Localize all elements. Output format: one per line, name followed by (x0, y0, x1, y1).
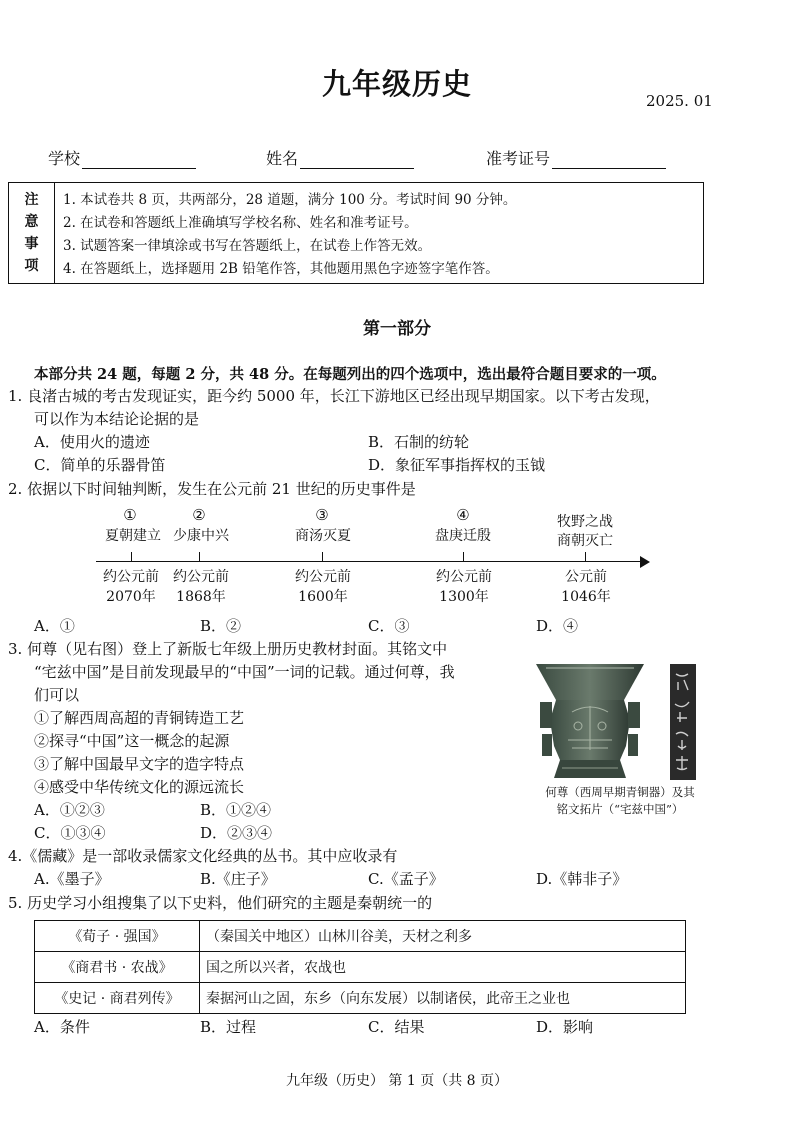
q3-stem-line3: 们可以 (34, 686, 80, 704)
timeline-year: 1046年 (561, 589, 611, 605)
q3-item: ③了解中国最早文字的造字特点 (34, 755, 245, 773)
timeline-tick (131, 552, 132, 561)
q1-option-b: B．石制的纺轮 (368, 433, 470, 451)
he-zun-caption (520, 784, 720, 818)
q1-option-d: D．象征军事指挥权的玉钺 (368, 456, 546, 474)
table-row (35, 983, 686, 1014)
q5-option-d: D．影响 (536, 1018, 594, 1036)
part-title: 第一部分 (363, 319, 431, 339)
q2-option-b: B．② (200, 617, 242, 635)
school-field (48, 146, 196, 169)
timeline-tick (199, 552, 200, 561)
name-label: 姓名 (266, 149, 299, 168)
notice-label (9, 183, 55, 283)
q4-option-a: A.《墨子》 (34, 870, 110, 888)
q3-stem-line1: 3. 何尊（见右图）登上了新版七年级上册历史教材封面。其铭文中 (8, 640, 448, 658)
q4-option-d: D.《韩非子》 (536, 870, 628, 888)
exam-date: 2025. 01 (646, 92, 713, 110)
part-instruction: 本部分共 24 题，每题 2 分，共 48 分。在每题列出的四个选项中，选出最符合题目要求的一项。 (34, 366, 666, 383)
q5-source-table (34, 920, 686, 1014)
timeline-year: 1600年 (298, 589, 348, 605)
q3-item: ④感受中华传统文化的源远流长 (34, 778, 245, 796)
q2-option-c: C．③ (368, 617, 410, 635)
he-zun-vessel-image (532, 660, 708, 784)
timeline-event-number: ① (123, 506, 137, 524)
exam-number-blank (552, 150, 666, 169)
timeline-event-label: 商汤灭夏 (295, 528, 351, 544)
timeline-year-prefix: 公元前 (565, 569, 607, 585)
timeline-event-label: 牧野之战 (557, 514, 613, 530)
timeline-event-label: 盘庚迁殷 (435, 528, 491, 544)
timeline-event-number: ③ (315, 506, 329, 524)
timeline-year-prefix: 约公元前 (295, 569, 351, 585)
q1-option-c: C．简单的乐器骨笛 (34, 456, 166, 474)
notice-item: 4. 在答题纸上，选择题用 2B 铅笔作答，其他题用黑色字迹签字笔作答。 (63, 261, 499, 277)
timeline-axis (96, 561, 642, 562)
q3-option-d: D．②③④ (200, 824, 273, 842)
source-text: 国之所以兴者，农战也 (200, 952, 686, 983)
notice-label-char: 注 (24, 192, 39, 208)
q3-item: ②探寻“中国”这一概念的起源 (34, 732, 230, 750)
timeline-arrow-icon (640, 556, 650, 568)
q5-stem: 5. 历史学习小组搜集了以下史料，他们研究的主题是秦朝统一的 (8, 894, 433, 912)
timeline-event-number: ④ (456, 506, 470, 524)
q3-stem-line2: “宅兹中国”是目前发现最早的“中国”一词的记载。通过何尊，我 (34, 663, 455, 681)
timeline-year-prefix: 约公元前 (173, 569, 229, 585)
source-title: 《商君书 · 农战》 (35, 952, 200, 983)
timeline-event-label: 少康中兴 (173, 528, 229, 544)
q3-item: ①了解西周高超的青铜铸造工艺 (34, 709, 245, 727)
table-row (35, 952, 686, 983)
timeline-tick (585, 552, 586, 561)
q4-option-b: B.《庄子》 (200, 870, 276, 888)
q1-stem-line2: 可以作为本结论论据的是 (34, 410, 200, 428)
q3-option-c: C．①③④ (34, 824, 106, 842)
source-title: 《荀子 · 强国》 (35, 921, 200, 952)
q2-option-a: A．① (34, 617, 75, 635)
q5-option-c: C．结果 (368, 1018, 425, 1036)
notice-item: 2. 在试卷和答题纸上准确填写学校名称、姓名和准考证号。 (63, 215, 418, 231)
name-blank (300, 150, 414, 169)
timeline-year: 1868年 (176, 589, 226, 605)
page-title: 九年级历史 (321, 67, 472, 101)
timeline-event-label: 夏朝建立 (105, 528, 161, 544)
timeline-year: 2070年 (106, 589, 156, 605)
caption-line: 铭文拓片（“宅兹中国”） (556, 802, 684, 816)
notice-label-char: 事 (24, 236, 39, 252)
q5-option-a: A．条件 (34, 1018, 90, 1036)
notice-label-char: 意 (24, 214, 39, 230)
notice-item: 3. 试题答案一律填涂或书写在答题纸上，在试卷上作答无效。 (63, 238, 432, 254)
q1-option-a: A．使用火的遗迹 (34, 433, 150, 451)
timeline-event-label: 商朝灭亡 (557, 533, 613, 549)
q4-stem: 4.《儒藏》是一部收录儒家文化经典的丛书。其中应收录有 (8, 847, 398, 865)
notice-label-char: 项 (24, 258, 39, 274)
q5-option-b: B．过程 (200, 1018, 257, 1036)
exam-number-label: 准考证号 (486, 149, 551, 168)
notice-item: 1. 本试卷共 8 页，共两部分，28 道题，满分 100 分。考试时间 90 分钟。 (63, 192, 517, 208)
timeline-year: 1300年 (439, 589, 489, 605)
caption-line: 何尊（西周早期青铜器）及其 (545, 785, 695, 799)
notice-list (63, 189, 516, 281)
q2-option-d: D．④ (536, 617, 579, 635)
page-footer: 九年级（历史） 第 1 页（共 8 页） (285, 1073, 509, 1089)
source-text: 秦据河山之固，东乡（向东发展）以制诸侯，此帝王之业也 (200, 983, 686, 1014)
q3-option-a: A．①②③ (34, 801, 105, 819)
school-label: 学校 (48, 149, 81, 168)
table-row (35, 921, 686, 952)
q4-option-c: C.《孟子》 (368, 870, 444, 888)
source-text: （秦国关中地区）山林川谷美，天材之利多 (200, 921, 686, 952)
name-field (266, 146, 414, 169)
timeline-tick (322, 552, 323, 561)
source-title: 《史记 · 商君列传》 (35, 983, 200, 1014)
timeline-event-number: ② (192, 506, 206, 524)
timeline-tick (463, 552, 464, 561)
timeline-year-prefix: 约公元前 (103, 569, 159, 585)
q2-stem: 2. 依据以下时间轴判断，发生在公元前 21 世纪的历史事件是 (8, 480, 416, 498)
q1-stem-line1: 1. 良渚古城的考古发现证实，距今约 5000 年，长江下游地区已经出现早期国家。以下考古发现， (8, 387, 660, 405)
exam-number-field (486, 146, 666, 169)
notice-box (8, 182, 704, 284)
timeline-year-prefix: 约公元前 (436, 569, 492, 585)
school-blank (82, 150, 196, 169)
q3-option-b: B．①②④ (200, 801, 272, 819)
